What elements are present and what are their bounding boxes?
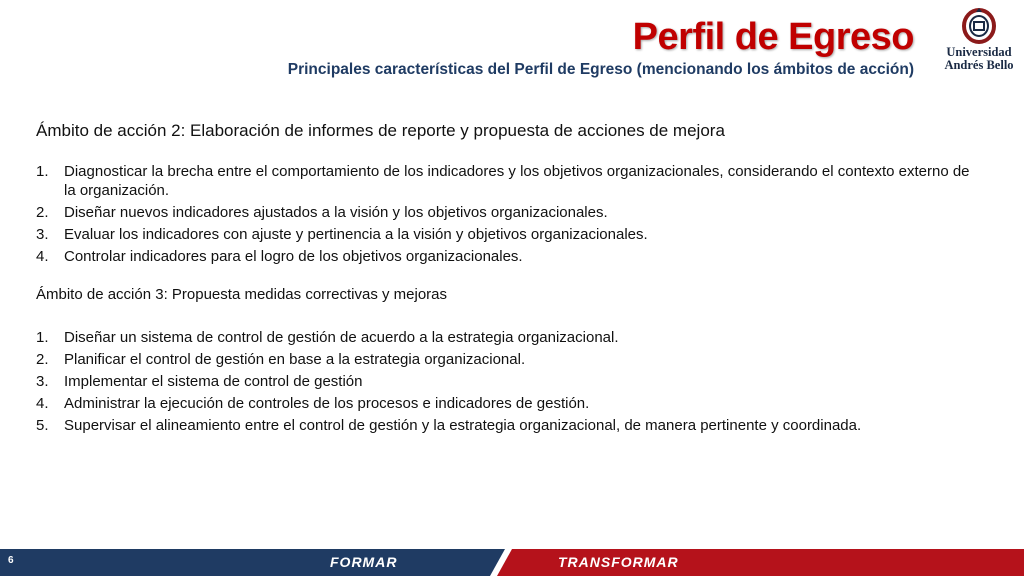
- page-title: Perfil de Egreso: [632, 16, 914, 58]
- list-item: [36, 203, 976, 222]
- logo-line-2: Andrés Bello: [944, 58, 1014, 72]
- list-item: [36, 247, 976, 266]
- list-item-text: Administrar la ejecución de controles de los procesos e indicadores de gestión.: [64, 395, 590, 412]
- list-item-number: 2.: [36, 204, 49, 221]
- list-item-number: 4.: [36, 248, 49, 265]
- list-item-text: Evaluar los indicadores con ajuste y pertinencia a la visión y objetivos organizacionales.: [64, 226, 648, 243]
- list-item-number: 2.: [36, 351, 49, 368]
- section-3-heading: Ámbito de acción 3: Propuesta medidas correctivas y mejoras: [36, 286, 448, 303]
- list-item: [36, 394, 976, 413]
- list-item-number: 5.: [36, 417, 49, 434]
- section-2-list: [36, 162, 976, 266]
- list-item: [36, 416, 976, 435]
- section-2-heading: Ámbito de acción 2: Elaboración de informes de reporte y propuesta de acciones de mejora: [36, 121, 725, 140]
- page-subtitle: Principales características del Perfil de Egreso (mencionando los ámbitos de acción): [287, 61, 914, 78]
- list-item: [36, 225, 976, 244]
- list-item-number: 4.: [36, 395, 49, 412]
- list-item-number: 1.: [36, 163, 49, 180]
- footer-right-label: TRANSFORMAR: [558, 554, 679, 570]
- main-content: [36, 120, 976, 453]
- list-item-number: 3.: [36, 373, 49, 390]
- list-item-text: Diagnosticar la brecha entre el comportamiento de los indicadores y los objetivos organizacionales, considerando el contexto externo de la organización.: [64, 163, 970, 199]
- list-item-text: Implementar el sistema de control de gestión: [64, 373, 363, 390]
- list-item: [36, 162, 976, 200]
- list-item-number: 3.: [36, 226, 49, 243]
- list-item: [36, 372, 976, 391]
- footer-left-label: FORMAR: [330, 554, 398, 570]
- university-logo: [934, 6, 1024, 82]
- footer-banner-shape: [0, 549, 1024, 576]
- list-item-text: Diseñar un sistema de control de gestión de acuerdo a la estrategia organizacional.: [64, 329, 619, 346]
- list-item-text: Supervisar el alineamiento entre el control de gestión y la estrategia organizacional, de manera pertinente y coordinada.: [64, 417, 862, 434]
- list-item-number: 1.: [36, 329, 49, 346]
- footer-bar: [0, 549, 1024, 576]
- list-item-text: Controlar indicadores para el logro de los objetivos organizacionales.: [64, 248, 523, 265]
- section-3-list: [36, 328, 976, 435]
- list-item: [36, 350, 976, 369]
- page-number: 6: [8, 555, 14, 566]
- logo-line-1: Universidad: [946, 45, 1012, 59]
- list-item-text: Diseñar nuevos indicadores ajustados a la visión y los objetivos organizacionales.: [64, 204, 608, 221]
- university-crest-icon: [960, 6, 998, 46]
- list-item-text: Planificar el control de gestión en base a la estrategia organizacional.: [64, 351, 526, 368]
- list-item: [36, 328, 976, 347]
